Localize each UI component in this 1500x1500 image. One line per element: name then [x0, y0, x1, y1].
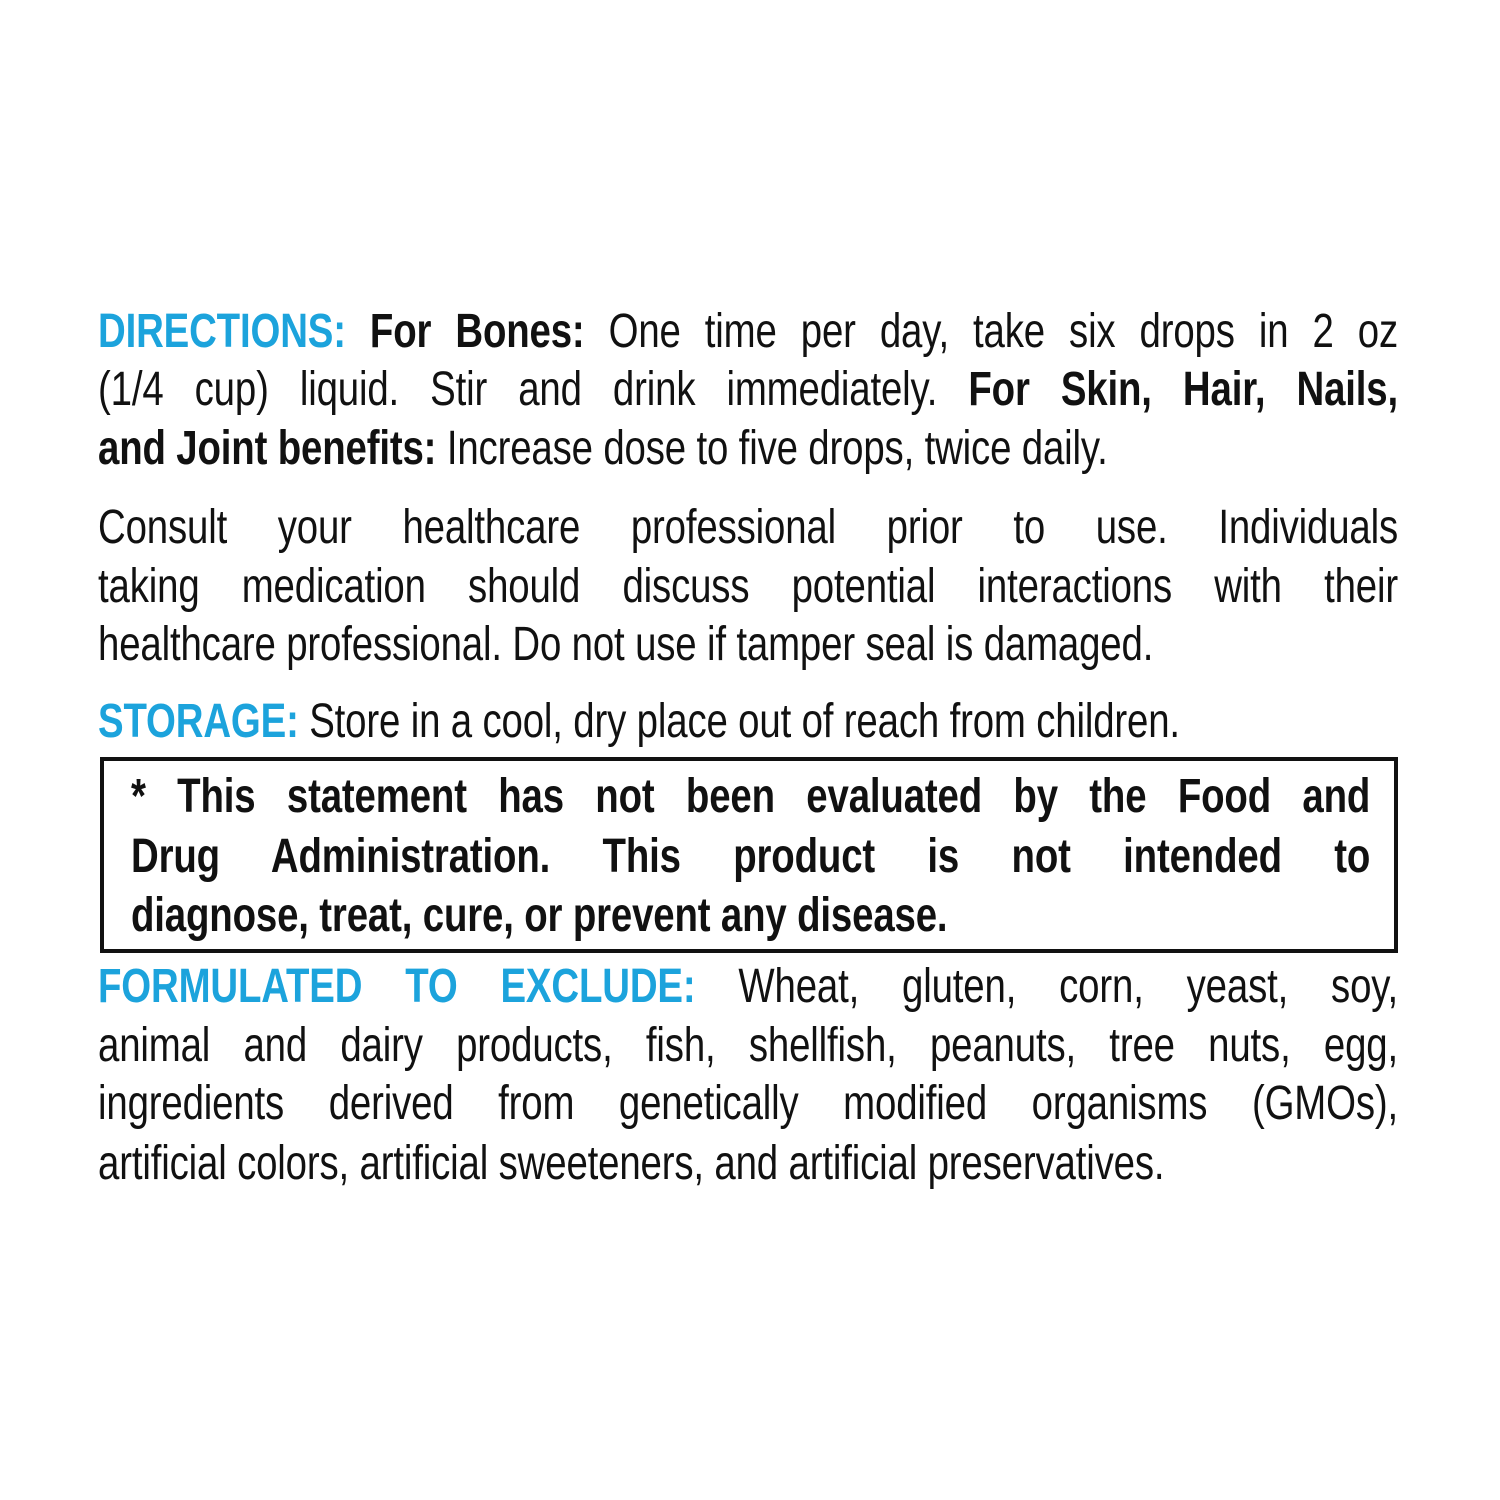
- directions-line-1: [98, 304, 1398, 360]
- exclusions-line-1: [98, 959, 1398, 1015]
- exclusions-heading: FORMULATED TO EXCLUDE:: [98, 960, 696, 1013]
- fda-line-3: diagnose, treat, cure, or prevent any disease.: [131, 889, 948, 942]
- consult-line-2: taking medication should discuss potential interactions with their: [98, 560, 1398, 613]
- joint-benefits-text: Increase dose to five drops, twice daily.: [436, 422, 1108, 475]
- directions-line-2-text: (1/4 cup) liquid. Stir and drink immediately.: [98, 363, 969, 416]
- for-bones-text: One time per day, take six drops in 2 oz: [584, 305, 1398, 358]
- exclusions-line-2: animal and dairy products, fish, shellfish, peanuts, tree nuts, egg,: [98, 1019, 1398, 1072]
- fda-line-2: Drug Administration. This product is not intended to: [131, 830, 1371, 883]
- fda-line-1: * This statement has not been evaluated by the Food and: [131, 770, 1371, 823]
- storage-section: [98, 694, 1180, 750]
- for-skin-hair-nails-label: For Skin, Hair, Nails,: [968, 363, 1398, 416]
- directions-line-3: [98, 421, 1108, 477]
- exclusions-line-3: ingredients derived from genetically modified organisms (GMOs),: [98, 1077, 1398, 1130]
- directions-heading: DIRECTIONS:: [98, 305, 346, 358]
- exclusions-line-1-text: Wheat, gluten, corn, yeast, soy,: [695, 960, 1398, 1013]
- consult-line-1: Consult your healthcare professional prior to use. Individuals: [98, 501, 1398, 554]
- consult-line-3: healthcare professional. Do not use if tamper seal is damaged.: [98, 618, 1154, 671]
- directions-line-2: [98, 362, 1398, 418]
- exclusions-line-4: artificial colors, artificial sweeteners, and artificial preservatives.: [98, 1137, 1165, 1190]
- for-bones-label: For Bones:: [369, 305, 585, 358]
- storage-heading: STORAGE:: [98, 695, 299, 748]
- storage-text: Store in a cool, dry place out of reach from children.: [298, 695, 1180, 748]
- joint-benefits-label: and Joint benefits:: [98, 422, 437, 475]
